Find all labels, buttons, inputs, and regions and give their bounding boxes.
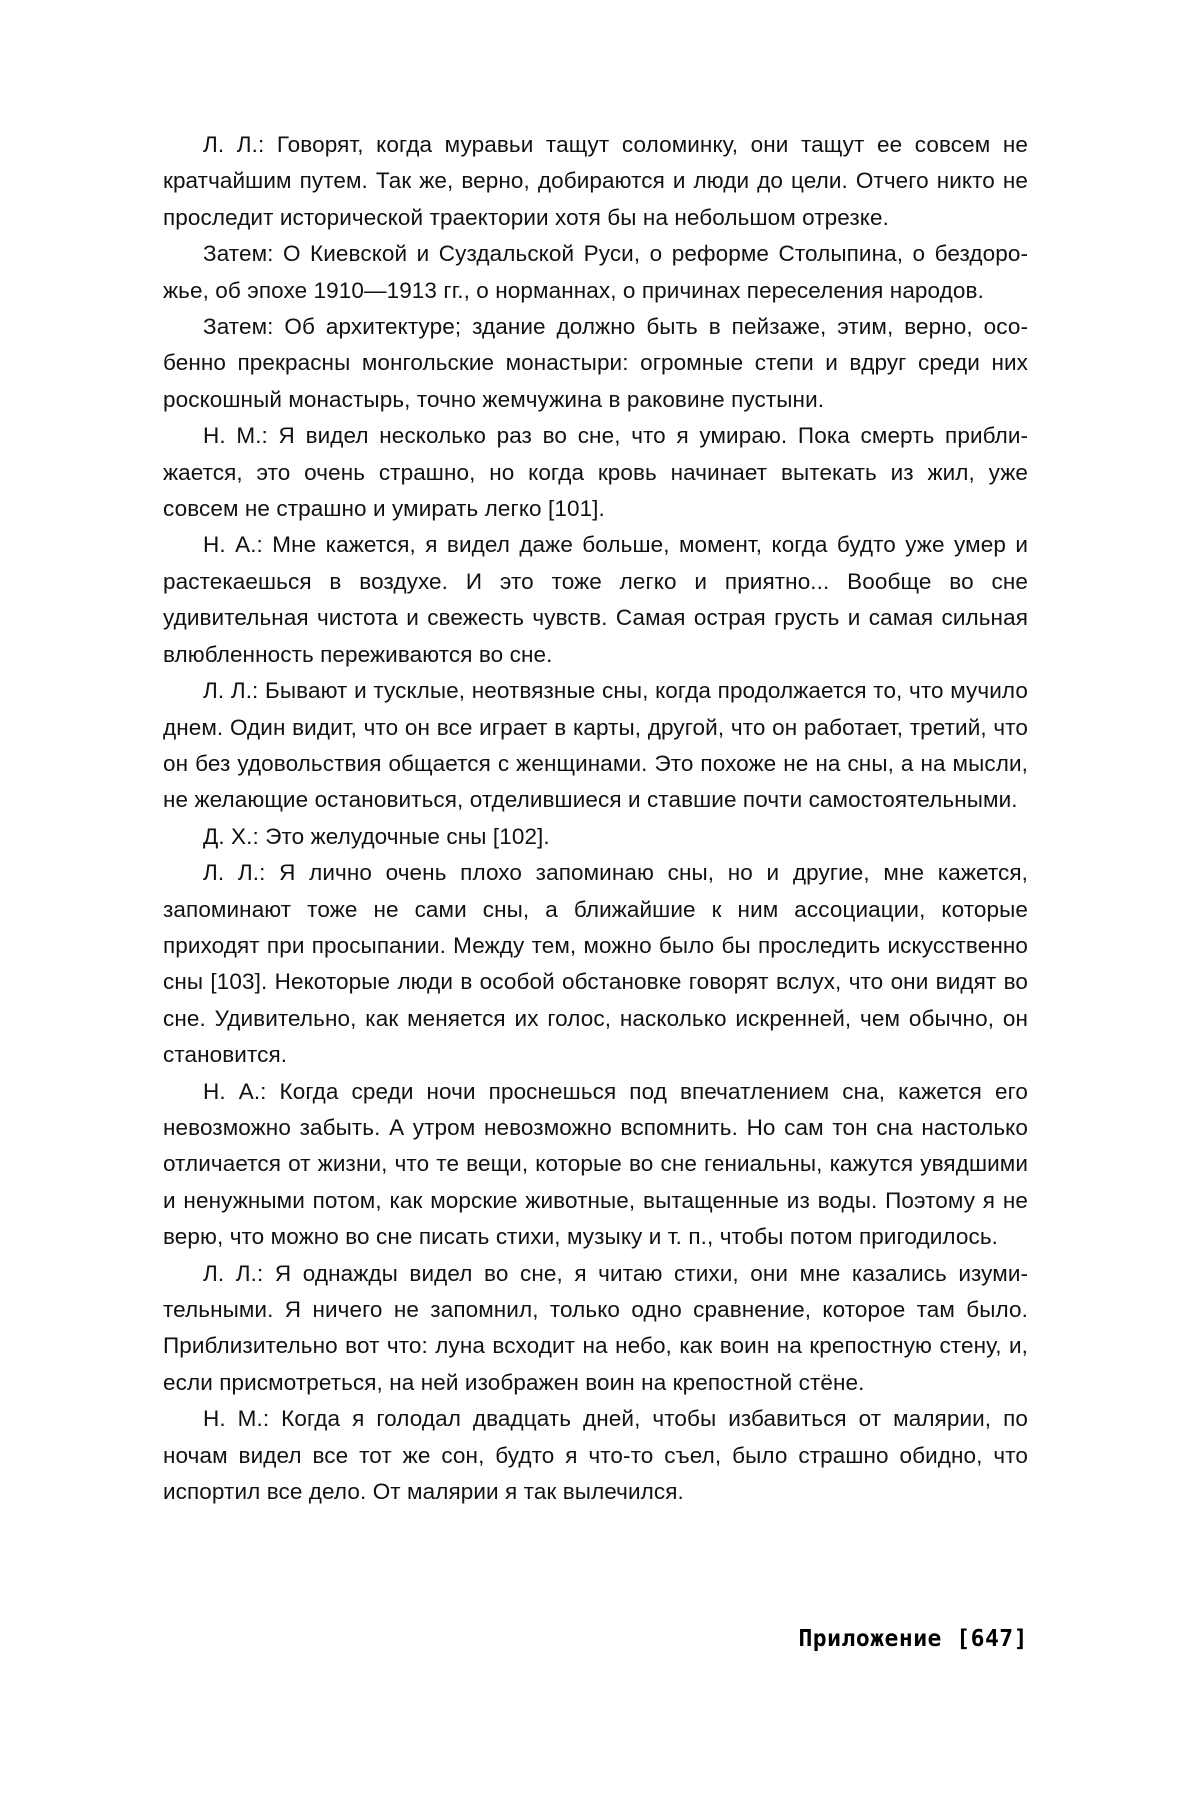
paragraph-3: Затем: Об архитектуре; здание должно быть в пейзаже, этим, верно, особенно прекрасны монгольские монастыри: огромные степи и вдруг среди них роскошный монастырь, точно жемчужина в раковине пустыни. (163, 314, 1028, 412)
body-text (163, 127, 1028, 1510)
paragraph-1: Л. Л.: Говорят, когда муравьи тащут соломинку, они тащут ее совсем не кратчайшим путем. Так же, верно, добираются и люди до цели. Отчего никто не проследит исторической траектории хотя бы на небольшом отрезке. (163, 132, 1028, 230)
page-footer-running-title: Приложение [647] (798, 1626, 1028, 1652)
paragraph-7: Д. Х.: Это желудочные сны [102]. (203, 823, 550, 849)
paragraph-8: Л. Л.: Я лично очень плохо запоминаю сны, но и другие, мне кажется, запоминают тоже не сами сны, а ближайшие к ним ассоциации, которые приходят при просыпании. Между тем, можно было бы проследить искусственно сны [103]. Некоторые люди в особой обстановке говорят вслух, что они видят во сне. Удивительно, как меняется их голос, насколько искренней, чем обычно, он становится. (163, 860, 1028, 1068)
paragraph-11: Н. М.: Когда я голодал двадцать дней, чтобы избавиться от малярии, по ночам видел все тот же сон, будто я что-то съел, было страшно обидно, что испортил все дело. От малярии я так вылечился. (163, 1406, 1028, 1505)
paragraph-6: Л. Л.: Бывают и тусклые, неотвязные сны, когда продолжается то, что мучило днем. Один видит, что он все играет в карты, другой, что он работает, третий, что он без удовольствия общается с женщинами. Это похоже не на сны, а на мысли, не желающие остановиться, отделившиеся и ставшие почти самостоятельными. (163, 678, 1028, 813)
paragraph-9: Н. А.: Когда среди ночи проснешься под впечатлением сна, кажется его невозможно забыть. А утром невозможно вспомнить. Но сам тон сна настолько отличается от жизни, что те вещи, которые во сне гениальны, кажутся увядшими и ненужными потом, как морские животные, вытащенные из воды. Поэтому я не верю, что можно во сне писать стихи, музыку и т. п., чтобы потом пригодилось. (163, 1078, 1028, 1250)
paragraph-10: Л. Л.: Я однажды видел во сне, я читаю стихи, они мне казались изумительными. Я ничего не запомнил, только одно сравнение, которое там было. Приблизительно вот что: луна всходит на небо, как воин на крепостную стену, и, если присмотреться, на ней изображен воин на крепостной стёне. (163, 1260, 1028, 1395)
paragraph-4: Н. М.: Я видел несколько раз во сне, что я умираю. Пока смерть приближается, это очень страшно, но когда кровь начинает вытекать из жил, уже совсем не страшно и умирать легко [101]. (163, 423, 1028, 522)
paragraph-5: Н. А.: Мне кажется, я видел даже больше, момент, когда будто уже умер и растекаешься в воздухе. И это тоже легко и приятно... Вообще во сне удивительная чистота и свежесть чувств. Самая острая грусть и самая сильная влюбленность переживаются во сне. (163, 532, 1028, 667)
paragraph-2: Затем: О Киевской и Суздальской Руси, о реформе Столыпина, о бездорожье, об эпохе 1910—1913 гг., о норманнах, о причинах переселения народов. (163, 241, 1028, 303)
